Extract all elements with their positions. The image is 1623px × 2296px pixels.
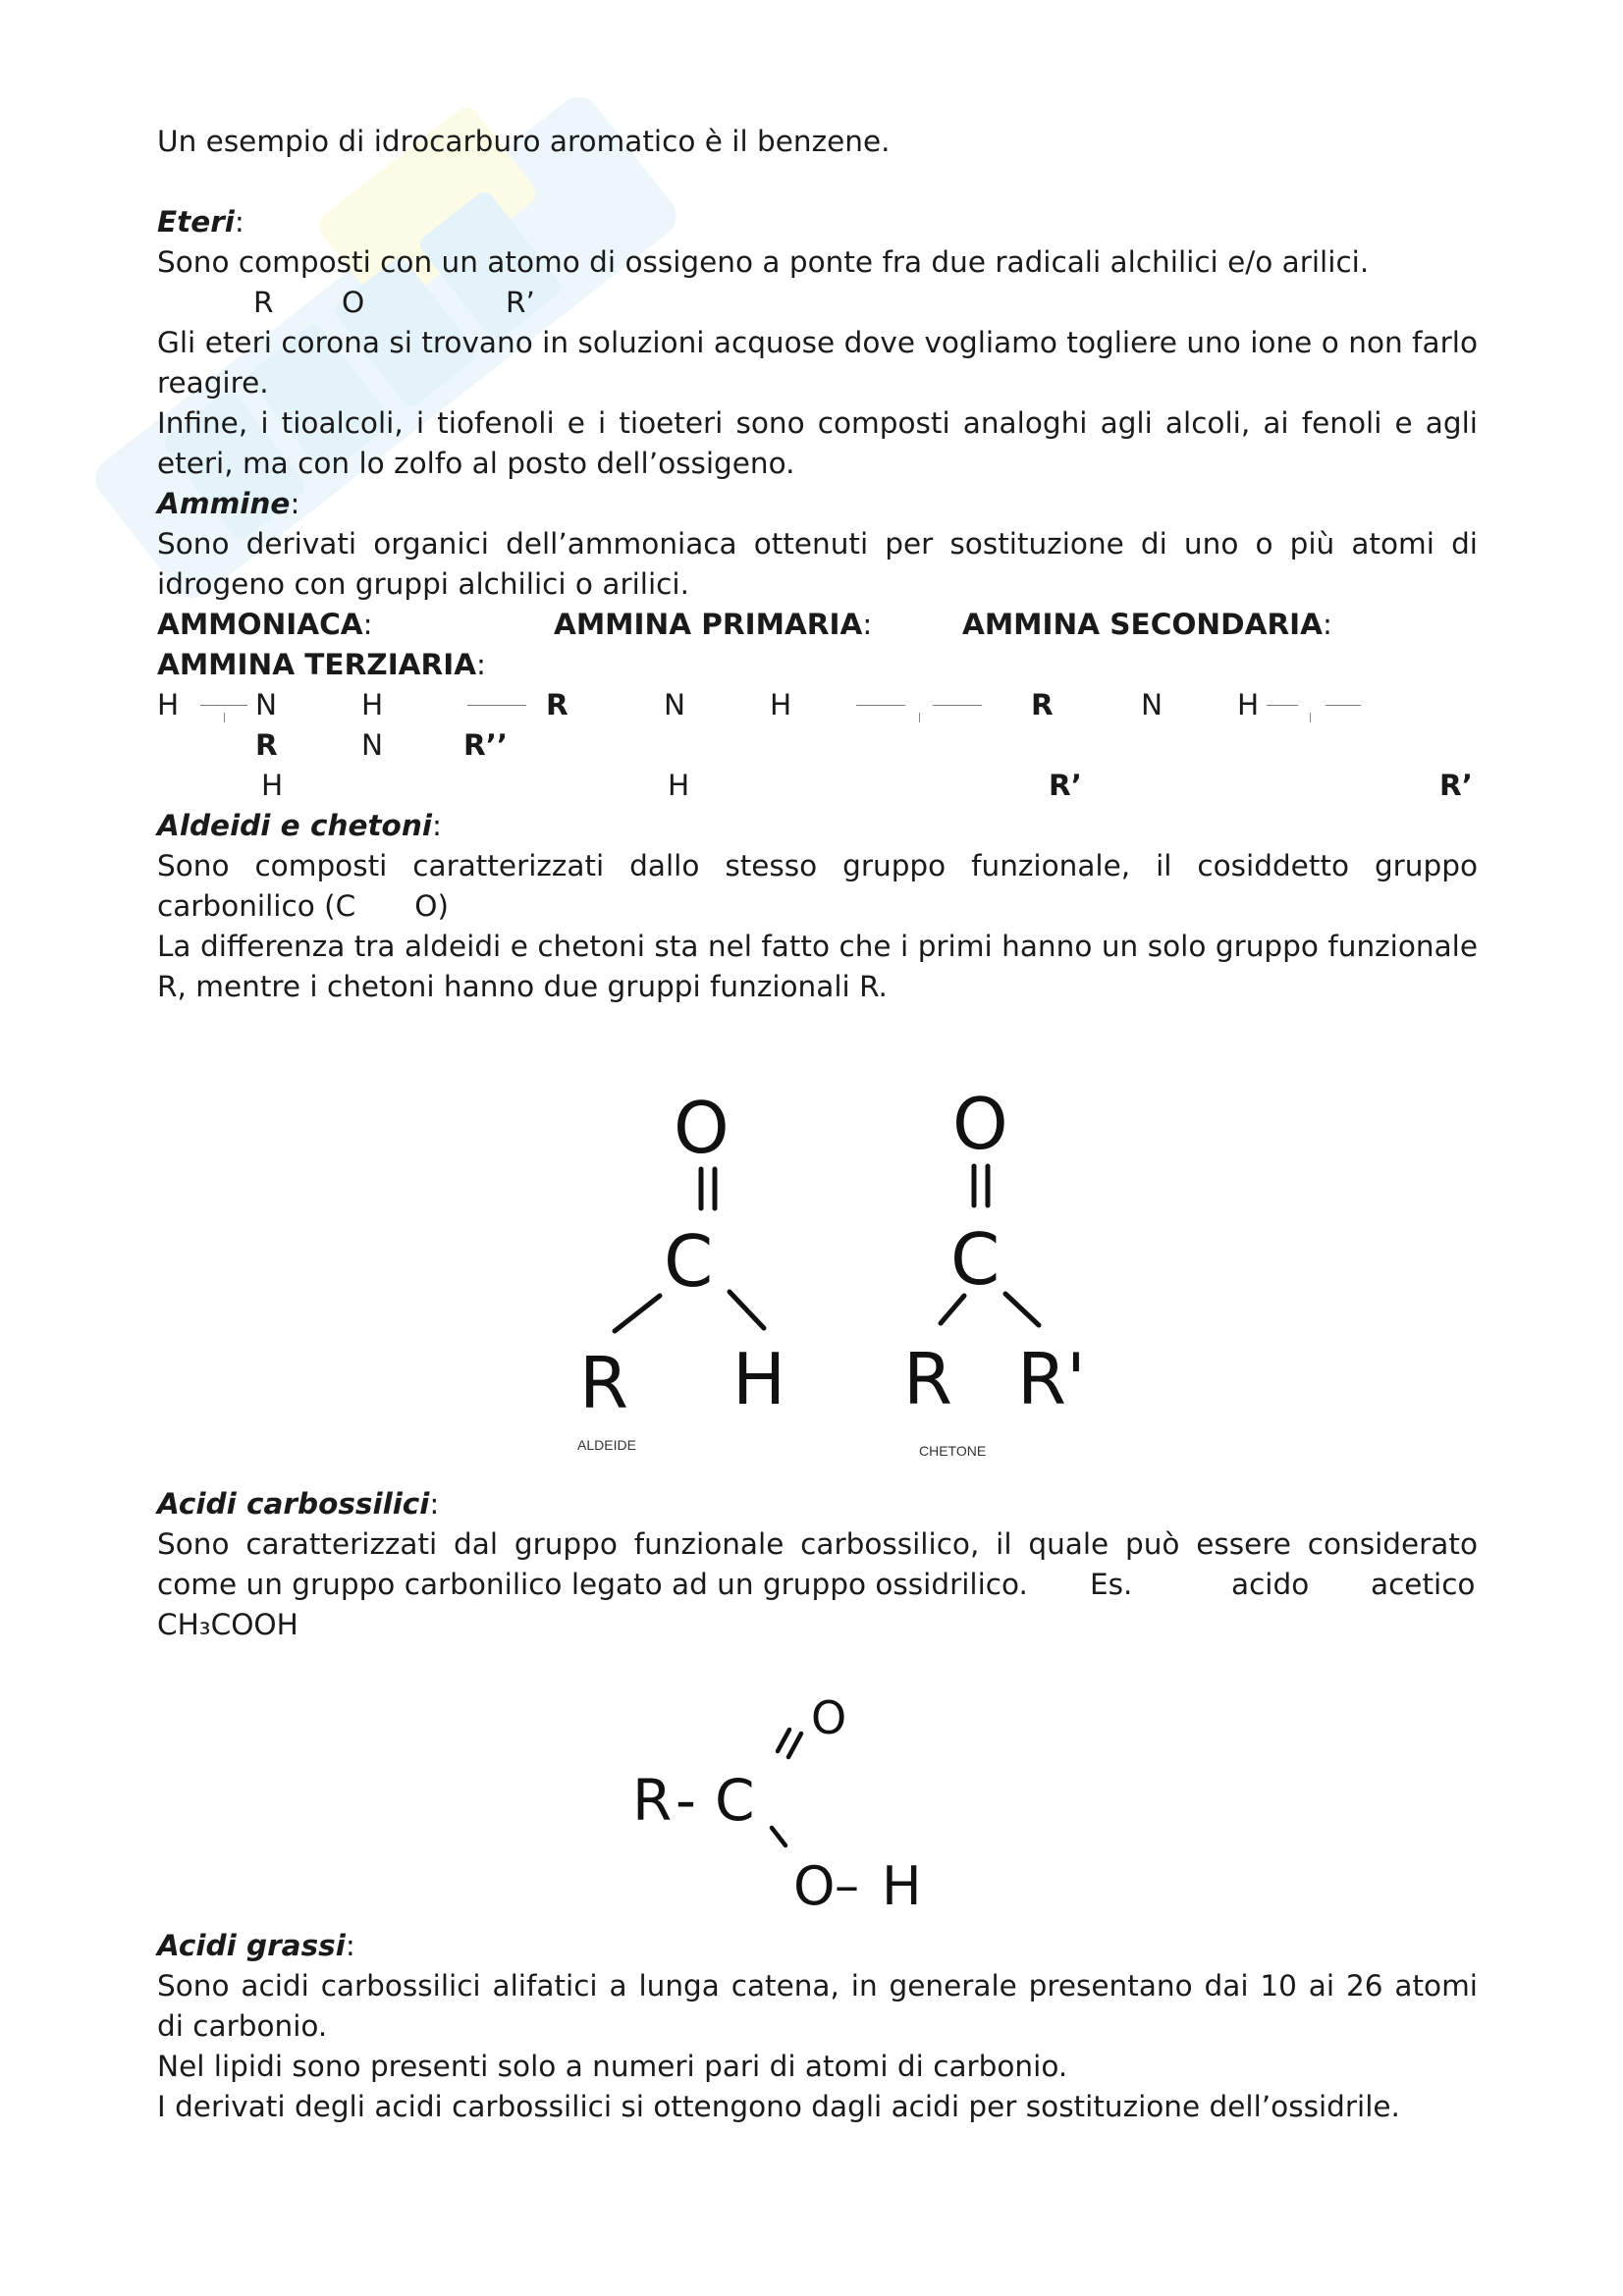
aldeidi-paragraph-1a: Sono composti caratterizzati dallo stesso gruppo funzionale, il cosiddetto gruppo <box>157 849 1478 882</box>
aldeide-r: R <box>579 1342 629 1424</box>
acidi-grassi-paragraph-2: Nel lipidi sono presenti solo a numeri pari di atomi di carbonio. <box>157 2050 1068 2083</box>
ammoniaca-h-right: H <box>361 688 384 721</box>
bond-tick <box>919 713 920 722</box>
bond-line <box>1325 705 1361 706</box>
primaria-h: H <box>770 688 792 721</box>
eteri-paragraph-3: Infine, i tioalcoli, i tiofenoli e i tioeteri sono composti analoghi agli alcoli, ai fenoli e agli eteri, ma con lo zolfo al posto dell’ossigeno. <box>157 406 1478 480</box>
aldeide-o: O <box>674 1087 730 1169</box>
carboxyl-bond-oh <box>772 1828 785 1845</box>
amine-labels-row <box>157 605 1478 645</box>
carboxyl-double-bond-2 <box>788 1734 801 1757</box>
acidi-grassi-title: Acidi grassi <box>157 1929 346 1962</box>
eteri-title: Eteri <box>157 205 235 239</box>
acidi-grassi-section <box>157 1926 1478 2127</box>
label-ammoniaca <box>157 605 373 645</box>
intro-paragraph: Un esempio di idrocarburo aromatico è il benzene. <box>157 125 891 158</box>
ether-r-prime: R’ <box>506 286 535 319</box>
label-terziaria-colon: : <box>476 648 486 681</box>
label-terziaria <box>157 645 486 685</box>
acetico-label: acetico <box>1371 1568 1476 1601</box>
terziaria-r-double-prime: R’’ <box>463 728 509 762</box>
es-label: Es. <box>1090 1568 1133 1601</box>
label-ammoniaca-text: AMMONIACA <box>157 608 363 641</box>
ether-o: O <box>342 286 365 319</box>
ammoniaca-n: N <box>255 688 278 721</box>
carboxyl-h: H <box>882 1855 922 1917</box>
secondaria-h: H <box>1237 688 1260 721</box>
acidi-carbossilici-colon: : <box>429 1487 440 1521</box>
amine-formula-row-3 <box>157 766 1478 806</box>
chetone-caption: CHETONE <box>919 1443 987 1459</box>
aldeide-bond-h <box>730 1292 764 1328</box>
label-primaria <box>554 605 872 645</box>
acidi-grassi-paragraph-1: Sono acidi carbossilici alifatici a lunga catena, in generale presentano dai 10 ai 26 atomi di carbonio. <box>157 1969 1478 2043</box>
acidi-carbossilici-title: Acidi carbossilici <box>157 1487 430 1521</box>
ammoniaca-h-bottom: H <box>261 769 284 802</box>
ammine-colon: : <box>290 487 300 520</box>
eteri-paragraph-2: Gli eteri corona si trovano in soluzioni acquose dove vogliamo togliere uno ione o non farlo reagire. <box>157 326 1478 400</box>
aldeidi-heading <box>157 806 1478 846</box>
ammine-title: Ammine <box>157 487 291 520</box>
body-text <box>157 122 1478 1007</box>
aldeidi-paragraph-1b <box>157 886 1478 927</box>
eteri-heading <box>157 202 1478 242</box>
bond-line <box>933 705 982 706</box>
acidi-carbossilici-paragraph-1a: Sono caratterizzati dal gruppo funzionale carbossilico, il quale può essere considerato <box>157 1527 1478 1561</box>
label-secondaria <box>962 605 1332 645</box>
label-primaria-colon: : <box>862 608 873 641</box>
primaria-h-bottom: H <box>668 769 690 802</box>
carbonyl-drawing <box>550 1083 1100 1472</box>
aldeide-c: C <box>664 1220 714 1303</box>
amine-labels-row-2 <box>157 645 1478 685</box>
chetone-bond-r-prime <box>1005 1294 1039 1325</box>
aldeidi-paragraph-2: La differenza tra aldeidi e chetoni sta nel fatto che i primi hanno un solo gruppo funzionale R, mentre i chetoni hanno due gruppi funzionali R. <box>157 930 1478 1003</box>
terziaria-r-prime: R’ <box>1439 769 1473 802</box>
chetone-c: C <box>950 1218 1001 1301</box>
ether-formula <box>157 283 1478 323</box>
chetone-o: O <box>952 1083 1008 1165</box>
carboxyl-drawing <box>628 1682 943 1918</box>
eteri-paragraph-1: Sono composti con un atomo di ossigeno a ponte fra due radicali alchilici e/o arilici. <box>157 245 1370 279</box>
label-secondaria-text: AMMINA SECONDARIA <box>962 608 1323 641</box>
carbonilico-o: O) <box>414 889 449 923</box>
ammoniaca-h-left: H <box>157 688 180 721</box>
aldeidi-colon: : <box>431 809 442 842</box>
ammine-paragraph: Sono derivati organici dell’ammoniaca ottenuti per sostituzione di uno o più atomi di idrogeno con gruppi alchilici o arilici. <box>157 527 1478 601</box>
amine-formula-row-1 <box>157 685 1478 725</box>
carbonilico-text: carbonilico (C <box>157 889 356 923</box>
bond-line <box>200 705 247 706</box>
acidi-carbossilici-paragraph-1b: come un gruppo carbonilico legato ad un gruppo ossidrilico. <box>157 1568 1028 1601</box>
secondaria-r-prime: R’ <box>1049 769 1082 802</box>
primaria-n: N <box>664 688 686 721</box>
aldeidi-title: Aldeidi e chetoni <box>157 809 432 842</box>
primaria-r: R <box>546 688 568 721</box>
acidi-grassi-colon: : <box>345 1929 355 1962</box>
secondaria-r: R <box>1031 688 1054 721</box>
eteri-colon: : <box>234 205 244 239</box>
carboxyl-double-bond-1 <box>778 1730 789 1751</box>
terziaria-r: R <box>255 728 278 762</box>
acidi-carbossilici-heading <box>157 1484 1478 1524</box>
label-ammoniaca-colon: : <box>362 608 373 641</box>
carboxyl-o: O <box>811 1691 847 1744</box>
acidi-grassi-heading <box>157 1926 1478 1966</box>
bond-line <box>467 705 526 706</box>
bond-line <box>856 705 905 706</box>
carboxyl-figure <box>628 1682 943 1918</box>
aldeide-h: H <box>732 1338 786 1420</box>
terziaria-n: N <box>361 728 384 762</box>
aldeide-bond-r <box>615 1296 660 1331</box>
acetic-acid-formula: CH₃COOH <box>157 1608 298 1641</box>
aldeide-caption: ALDEIDE <box>577 1437 636 1453</box>
carbonyl-figure <box>550 1083 1100 1472</box>
label-terziaria-text: AMMINA TERZIARIA <box>157 648 477 681</box>
carboxyl-oh-o: O <box>793 1855 836 1917</box>
chetone-r: R <box>903 1338 953 1420</box>
acido-label: acido <box>1231 1568 1310 1601</box>
chetone-r-prime: R' <box>1017 1338 1086 1420</box>
secondaria-n: N <box>1141 688 1163 721</box>
carboxyl-dash: - <box>676 1767 696 1834</box>
ammine-heading <box>157 484 1478 524</box>
bond-tick <box>224 713 225 722</box>
carboxyl-oh-dash: – <box>835 1857 859 1914</box>
carboxyl-r: R <box>632 1767 673 1834</box>
label-primaria-text: AMMINA PRIMARIA <box>554 608 863 641</box>
acidi-grassi-paragraph-3: I derivati degli acidi carbossilici si ottengono dagli acidi per sostituzione dell’ossidrile. <box>157 2090 1400 2123</box>
bond-line <box>1267 705 1298 706</box>
amine-formula-row-2 <box>157 725 1478 766</box>
acidi-carbossilici-line-2 <box>157 1565 1478 1605</box>
bond-tick <box>1310 713 1311 722</box>
acidi-carbossilici-section <box>157 1484 1478 1645</box>
ether-r: R <box>253 286 274 319</box>
label-secondaria-colon: : <box>1322 608 1332 641</box>
carboxyl-c: C <box>715 1767 755 1834</box>
